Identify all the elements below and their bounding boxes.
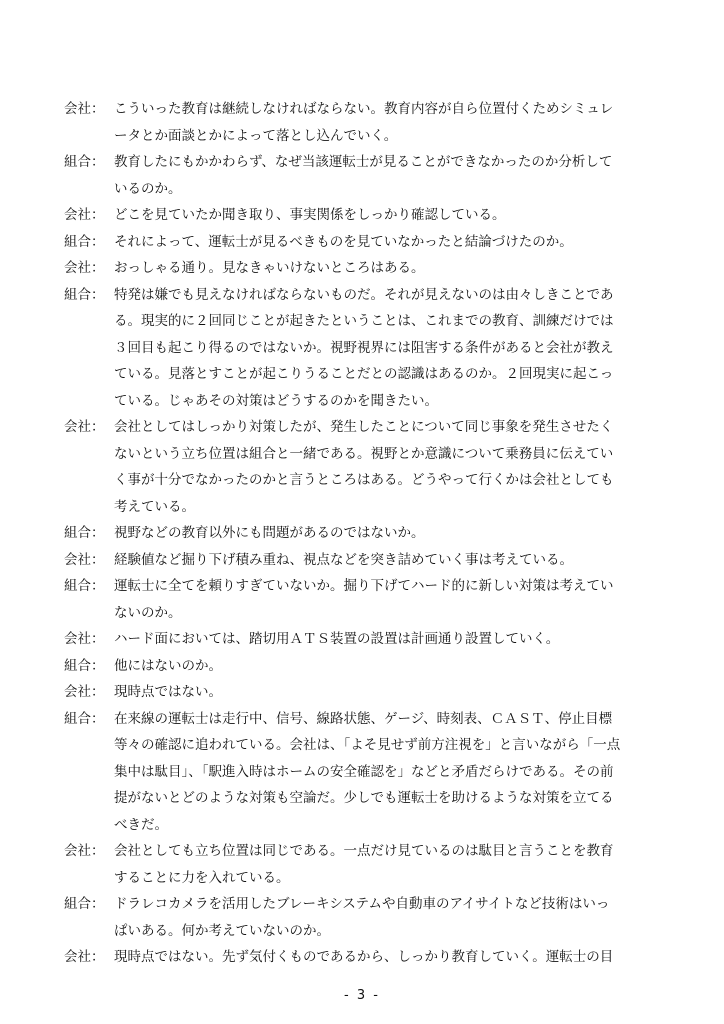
speaker-label: 組合： xyxy=(64,578,105,594)
statement-line: 経験値など掘り下げ積み重ね、視点などを突き詰めていく事は考えている。 xyxy=(114,551,573,568)
statement-line: ータとか面談とかによって落とし込んでいく。 xyxy=(114,127,398,144)
statement-text xyxy=(114,149,664,202)
transcript-entry xyxy=(64,96,664,149)
speaker-label: 組合： xyxy=(64,896,105,912)
statement-text xyxy=(114,573,664,626)
statement-line: 現時点ではない。 xyxy=(114,684,222,700)
speaker-label: 会社： xyxy=(64,949,105,965)
statement-text xyxy=(114,96,664,149)
statement-line: こういった教育は継続しなければならない。教育内容が自ら位置付くためシミュレ xyxy=(114,101,614,117)
speaker-label: 会社： xyxy=(64,207,105,223)
statement-line: 会社としても立ち位置は同じである。一点だけ見ているのは駄目と言うことを教育 xyxy=(114,843,614,859)
meeting-transcript xyxy=(64,96,664,971)
statement-text xyxy=(114,891,664,944)
transcript-entry xyxy=(64,706,664,839)
statement-text xyxy=(114,229,664,256)
transcript-entry xyxy=(64,573,664,626)
statement-text xyxy=(114,626,664,653)
statement-line: 集中は駄目」、「駅進入時はホームの安全確認を」などと矛盾だらけである。その前 xyxy=(114,763,614,780)
statement-line: ハード面においては、踏切用ＡＴＳ装置の設置は計画通り設置していく。 xyxy=(114,631,560,647)
statement-line: ないという立ち位置は組合と一緒である。視野とか意識について乗務員に伝えてい xyxy=(114,445,614,462)
transcript-entry xyxy=(64,944,664,971)
statement-line: 在来線の運転士は走行中、信号、線路状態、ゲージ、時刻表、ＣＡＳＴ、停止目標 xyxy=(114,710,613,727)
transcript-entry xyxy=(64,547,664,574)
statement-text xyxy=(114,706,664,839)
statement-line: ないのか。 xyxy=(114,604,182,621)
transcript-entry xyxy=(64,626,664,653)
statement-line: 考えている。 xyxy=(114,498,195,515)
statement-line: いるのか。 xyxy=(114,180,182,197)
statement-line: 他にはないのか。 xyxy=(114,657,222,674)
speaker-label: 組合： xyxy=(64,286,105,303)
statement-line: 等々の確認に追われている。会社は、「よそ見せず前方注視を」と言いながら「一点 xyxy=(114,737,621,753)
statement-line: おっしゃる通り。見なきゃいけないところはある。 xyxy=(114,260,425,276)
statement-text xyxy=(114,547,664,574)
statement-text xyxy=(114,838,664,891)
speaker-label: 組合： xyxy=(64,154,105,170)
speaker-label: 会社： xyxy=(64,843,105,859)
statement-line: ３回目も起こり得るのではないか。視野視界には阻害する条件があると会社が教え xyxy=(114,339,614,356)
statement-text xyxy=(114,944,664,971)
speaker-label: 会社： xyxy=(64,260,105,276)
transcript-entry xyxy=(64,202,664,229)
statement-line: ている。見落とすことが起こりうることだとの認識はあるのか。２回現実に起こっ xyxy=(114,366,614,382)
speaker-label: 会社： xyxy=(64,684,105,700)
speaker-label: 会社： xyxy=(64,101,105,117)
speaker-label: 会社： xyxy=(64,631,105,647)
statement-line: る。現実的に２回同じことが起きたということは、これまでの教育、訓練だけでは xyxy=(114,313,614,329)
transcript-entry xyxy=(64,149,664,202)
transcript-entry xyxy=(64,414,664,520)
transcript-entry xyxy=(64,520,664,547)
statement-text xyxy=(114,653,664,680)
statement-line: ている。じゃあその対策はどうするのかを聞きたい。 xyxy=(114,392,438,409)
page-number: - 3 - xyxy=(344,988,380,1003)
statement-text xyxy=(114,679,664,706)
transcript-entry xyxy=(64,891,664,944)
statement-line: 運転士に全てを頼りすぎていないか。掘り下げてハード的に新しい対策は考えてい xyxy=(114,578,614,594)
statement-line: 提がないとどのような対策も空論だ。少しでも運転士を助けるような対策を立てる xyxy=(114,790,614,806)
statement-text xyxy=(114,202,664,229)
statement-line: ぱいある。何か考えていないのか。 xyxy=(114,922,330,939)
speaker-label: 組合： xyxy=(64,525,105,541)
transcript-entry xyxy=(64,679,664,706)
statement-line: く事が十分でなかったのかと言うところはある。どうやって行くかは会社としても xyxy=(114,472,614,488)
statement-line: 現時点ではない。先ず気付くものであるから、しっかり教育していく。運転士の目 xyxy=(114,949,614,965)
transcript-entry xyxy=(64,255,664,282)
speaker-label: 組合： xyxy=(64,233,105,250)
transcript-entry xyxy=(64,653,664,680)
statement-line: 視野などの教育以外にも問題があるのではないか。 xyxy=(114,525,425,541)
statement-text xyxy=(114,282,664,415)
speaker-label: 会社： xyxy=(64,551,105,568)
statement-text xyxy=(114,520,664,547)
statement-line: 教育したにもかかわらず、なぜ当該運転士が見ることができなかったのか分析して xyxy=(114,154,613,170)
statement-line: 特発は嫌でも見えなければならないものだ。それが見えないのは由々しきことであ xyxy=(114,286,614,303)
speaker-label: 組合： xyxy=(64,710,105,727)
statement-text xyxy=(114,255,664,282)
speaker-label: 組合： xyxy=(64,657,105,674)
transcript-entry xyxy=(64,838,664,891)
statement-text xyxy=(114,414,664,520)
statement-line: べきだ。 xyxy=(114,816,168,833)
transcript-entry xyxy=(64,229,664,256)
statement-line: それによって、運転士が見るべきものを見ていなかったと結論づけたのか。 xyxy=(114,233,573,250)
statement-line: 会社としてはしっかり対策したが、発生したことについて同じ事象を発生させたく xyxy=(114,419,614,435)
speaker-label: 会社： xyxy=(64,419,105,435)
transcript-entry xyxy=(64,282,664,415)
statement-line: どこを見ていたか聞き取り、事実関係をしっかり確認している。 xyxy=(114,207,506,223)
statement-line: することに力を入れている。 xyxy=(114,869,290,886)
statement-line: ドラレコカメラを活用したブレーキシステムや自動車のアイサイトなど技術はいっ xyxy=(114,896,610,912)
